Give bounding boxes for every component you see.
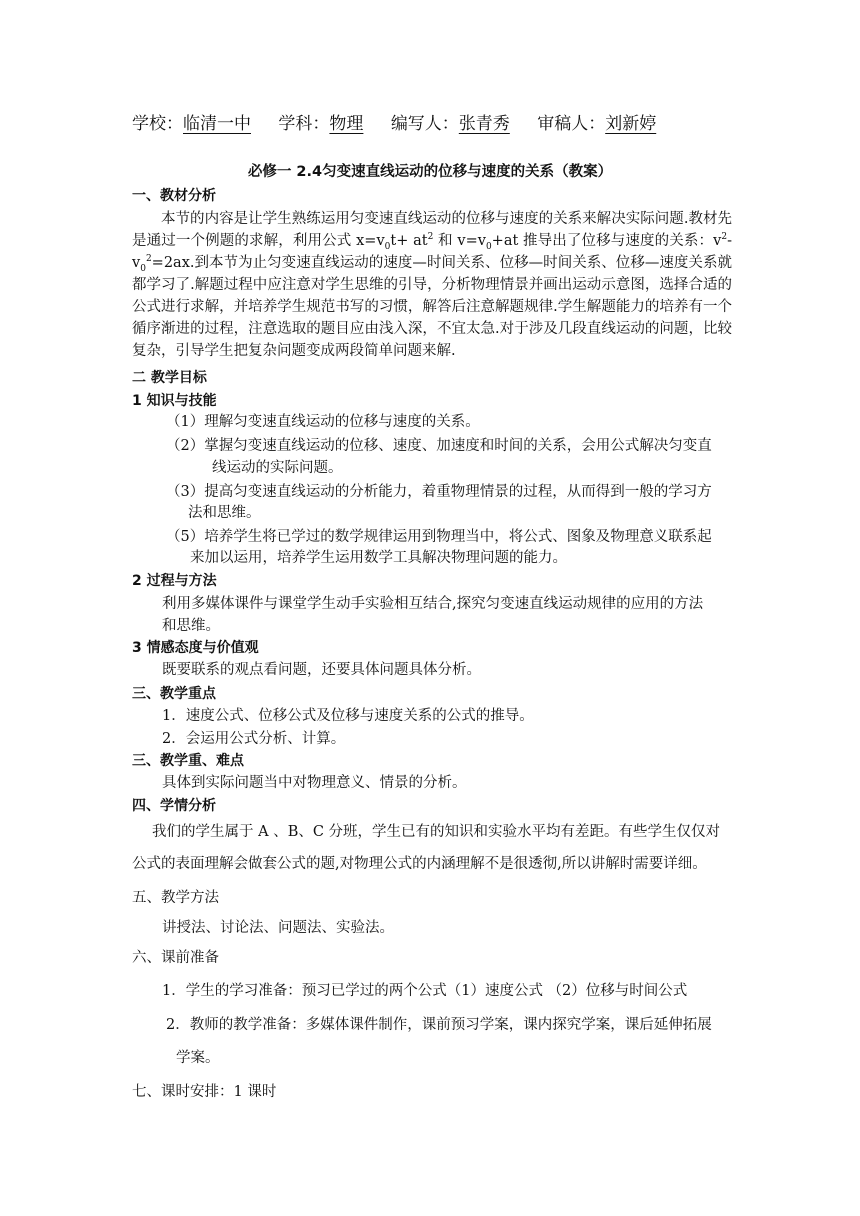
objective-1: （1）理解匀变速直线运动的位移与速度的关系。 (166, 414, 480, 430)
subject-value: 物理 (329, 114, 364, 134)
objective-2-line-1: （2）掌握匀变速直线运动的位移、速度、加速度和时间的关系，会用公式解决匀变直 (166, 438, 712, 454)
section-3-heading: 三、教学重点 (132, 686, 216, 702)
key-point-2: 2．会运用公式分析、计算。 (162, 731, 346, 747)
section-5-heading: 五、教学方法 (132, 890, 219, 906)
document-title: 必修一 2.4匀变速直线运动的位移与速度的关系（教案） (247, 164, 613, 180)
difficulty-line: 具体到实际问题当中对物理意义、情景的分析。 (162, 775, 467, 791)
student-analysis-line-1: 我们的学生属于 A 、B、C 分班，学生已有的知识和实验水平均有差距。有些学生仅仅对 (152, 824, 721, 840)
objective-2-line-2: 线运动的实际问题。 (212, 460, 343, 476)
author-value: 张青秀 (458, 114, 510, 134)
objective-3-line-2: 法和思维。 (188, 505, 261, 521)
attitude-values-line: 既要联系的观点看问题，还要具体问题具体分析。 (162, 662, 481, 678)
objective-5-line-1: （5）培养学生将已学过的数学规律运用到物理当中，将公式、图象及物理意义联系起 (166, 529, 712, 545)
objective-3-line-1: （3）提高匀变速直线运动的分析能力，着重物理情景的过程，从而得到一般的学习方 (166, 484, 712, 500)
preparation-line-3: 学案。 (176, 1050, 220, 1066)
section-1-heading: 一、教材分析 (132, 188, 216, 204)
school-value: 临清一中 (183, 114, 251, 134)
process-method-line-1: 利用多媒体课件与课堂学生动手实验相互结合,探究匀变速直线运动规律的应用的方法 (162, 596, 704, 612)
section-1-paragraph: 本节的内容是让学生熟练运用匀变速直线运动的位移与速度的关系来解决实际问题.教材先是通过一个例题的求解，利用公式 $x=v_0t+ at^2$ 和 $v=v_0+at$ 推导出了位移与速度的关系：$v^2-v_0^2=2ax$.到本节为止匀变速直线运动的速度—时间关系、位移—时间关系、位移—速度关系就都学习了.解题过程中应注意对学生思维的引导，分析物理情景并画出运动示意图，选择合适的公式进行求解，并培养学生规范书写的习惯，解答后注意解题规律.学生解题能力的培养有一个循序渐进的过程，注意选取的题目应由浅入深，不宜太急.对于涉及几段直线运动的问题，比较复杂，引导学生把复杂问题变成两段简单问题来解. (132, 211, 732, 359)
section-6-heading: 六、课前准备 (132, 950, 219, 966)
subject-label: 学科： (278, 114, 330, 134)
preparation-line-2: 2．教师的教学准备：多媒体课件制作，课前预习学案，课内探究学案，课后延伸拓展 (166, 1017, 712, 1033)
key-point-1: 1．速度公式、位移公式及位移与速度关系的公式的推导。 (162, 708, 534, 724)
process-method-heading: 2 过程与方法 (132, 573, 217, 589)
document-header (132, 112, 656, 136)
preparation-line-1: 1．学生的学习准备：预习已学过的两个公式（1）速度公式 （2）位移与时间公式 (162, 983, 688, 999)
reviewer-label: 审稿人： (537, 114, 606, 134)
section-4-heading: 四、学情分析 (132, 798, 216, 814)
knowledge-skills-heading: 1 知识与技能 (132, 393, 217, 409)
school-label: 学校： (132, 114, 183, 134)
reviewer-value: 刘新婷 (605, 114, 657, 134)
student-analysis-line-2: 公式的表面理解会做套公式的题,对物理公式的内涵理解不是很透彻,所以讲解时需要详细。 (132, 856, 707, 872)
section-7-heading: 七、课时安排：1 课时 (132, 1084, 277, 1100)
teaching-methods-line: 讲授法、讨论法、问题法、实验法。 (162, 920, 394, 936)
section-2-heading: 二 教学目标 (132, 370, 207, 386)
objective-5-line-2: 来加以运用，培养学生运用数学工具解决物理问题的能力。 (190, 550, 567, 566)
author-label: 编写人： (390, 114, 459, 134)
process-method-line-2: 和思维。 (162, 618, 220, 634)
section-3b-heading: 三、教学重、难点 (132, 753, 244, 769)
attitude-values-heading: 3 情感态度与价值观 (132, 640, 259, 656)
